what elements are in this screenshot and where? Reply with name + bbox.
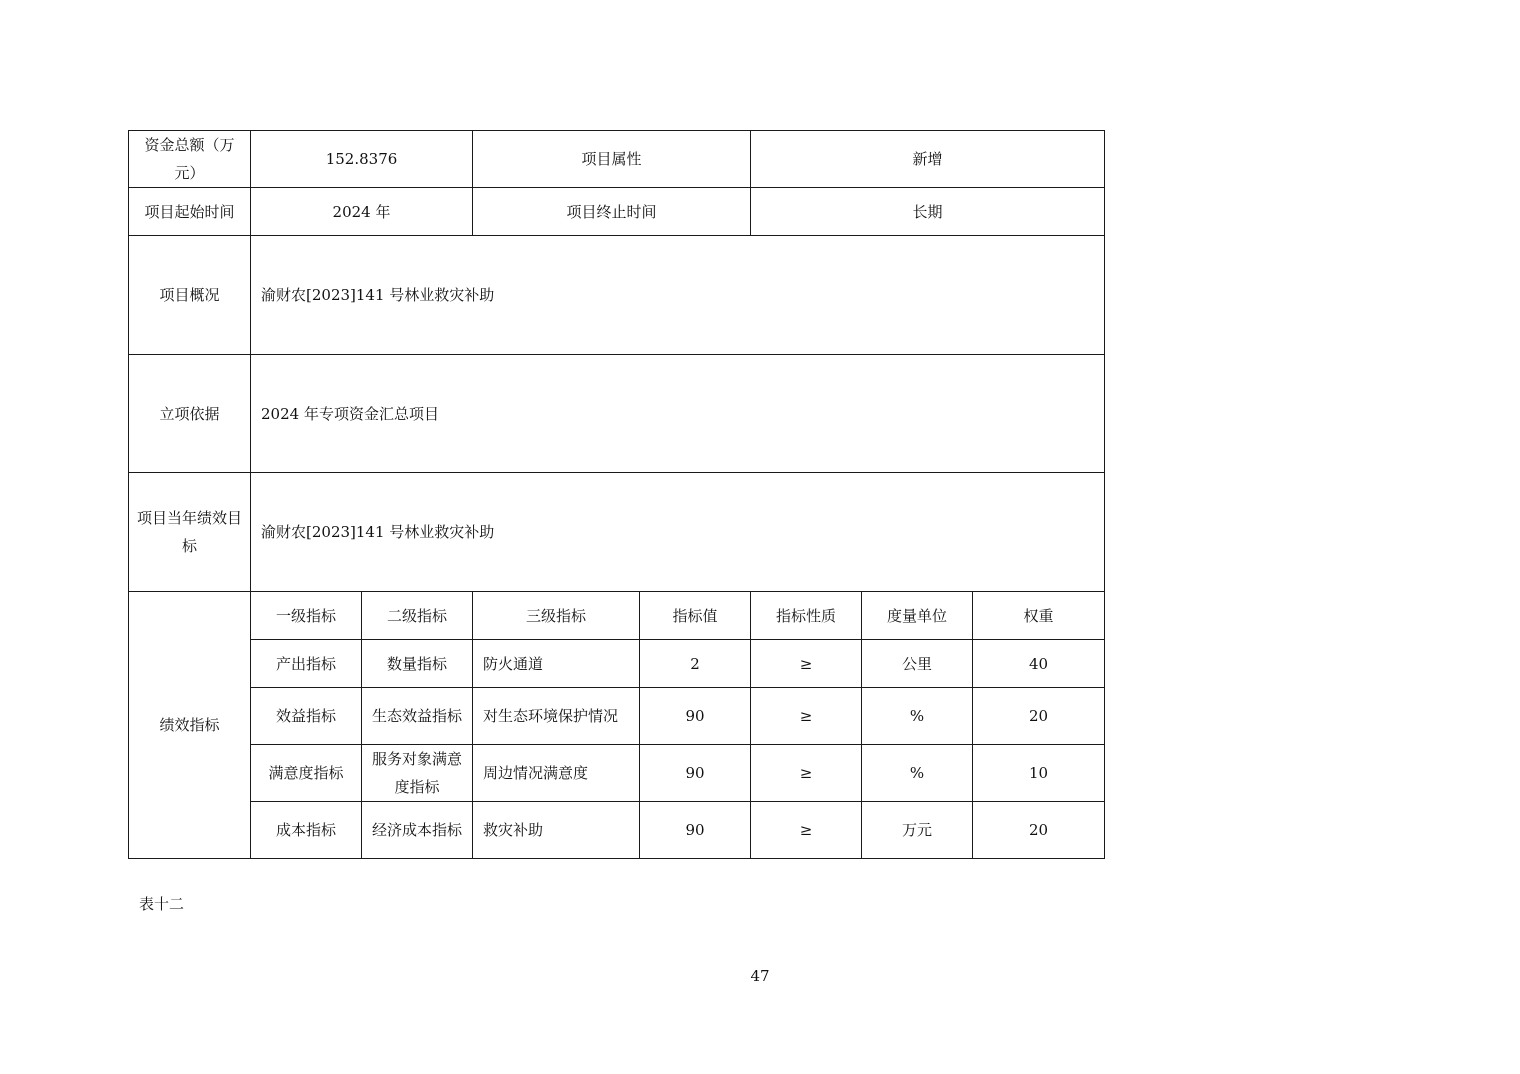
page-number: 47 [750, 967, 770, 985]
indicator-level2: 数量指标 [362, 640, 473, 688]
indicator-nature: ≥ [751, 688, 862, 745]
indicator-level3: 防火通道 [473, 640, 640, 688]
end-time-label: 项目终止时间 [473, 188, 751, 236]
overview-label: 项目概况 [129, 236, 251, 355]
table-row-period [129, 188, 1105, 236]
indicator-weight: 10 [973, 745, 1105, 802]
header-value: 指标值 [640, 592, 751, 640]
indicator-value: 90 [640, 802, 751, 859]
table-row [129, 688, 1105, 745]
indicator-unit: % [862, 688, 973, 745]
table-row-basis [129, 355, 1105, 473]
indicator-level1: 成本指标 [251, 802, 362, 859]
indicator-nature: ≥ [751, 802, 862, 859]
indicator-header-row [129, 592, 1105, 640]
indicator-nature: ≥ [751, 745, 862, 802]
header-weight: 权重 [973, 592, 1105, 640]
table-row [129, 745, 1105, 802]
indicator-weight: 40 [973, 640, 1105, 688]
indicator-level1: 满意度指标 [251, 745, 362, 802]
table-row-funding [129, 131, 1105, 188]
header-nature: 指标性质 [751, 592, 862, 640]
indicator-value: 90 [640, 745, 751, 802]
indicator-level2: 服务对象满意度指标 [362, 745, 473, 802]
header-level2: 二级指标 [362, 592, 473, 640]
indicator-nature: ≥ [751, 640, 862, 688]
header-unit: 度量单位 [862, 592, 973, 640]
indicator-level1: 产出指标 [251, 640, 362, 688]
indicator-weight: 20 [973, 802, 1105, 859]
project-attribute-label: 项目属性 [473, 131, 751, 188]
table-row [129, 640, 1105, 688]
indicator-unit: 公里 [862, 640, 973, 688]
project-attribute-value: 新增 [751, 131, 1105, 188]
indicator-level2: 经济成本指标 [362, 802, 473, 859]
indicator-level3: 周边情况满意度 [473, 745, 640, 802]
indicator-unit: % [862, 745, 973, 802]
table-row [129, 802, 1105, 859]
basis-label: 立项依据 [129, 355, 251, 473]
start-time-label: 项目起始时间 [129, 188, 251, 236]
indicator-unit: 万元 [862, 802, 973, 859]
indicator-level3: 对生态环境保护情况 [473, 688, 640, 745]
total-funds-value: 152.8376 [251, 131, 473, 188]
indicator-weight: 20 [973, 688, 1105, 745]
indicators-label: 绩效指标 [129, 592, 251, 859]
indicator-value: 2 [640, 640, 751, 688]
indicator-level1: 效益指标 [251, 688, 362, 745]
goal-label: 项目当年绩效目标 [129, 473, 251, 592]
table-row-goal [129, 473, 1105, 592]
total-funds-label: 资金总额（万元） [129, 131, 251, 188]
end-time-value: 长期 [751, 188, 1105, 236]
indicator-level3: 救灾补助 [473, 802, 640, 859]
indicator-value: 90 [640, 688, 751, 745]
basis-value: 2024 年专项资金汇总项目 [251, 355, 1105, 473]
overview-value: 渝财农[2023]141 号林业救灾补助 [251, 236, 1105, 355]
table-caption: 表十二 [139, 895, 185, 913]
header-level1: 一级指标 [251, 592, 362, 640]
indicator-level2: 生态效益指标 [362, 688, 473, 745]
table-row-overview [129, 236, 1105, 355]
header-level3: 三级指标 [473, 592, 640, 640]
start-time-value: 2024 年 [251, 188, 473, 236]
goal-value: 渝财农[2023]141 号林业救灾补助 [251, 473, 1105, 592]
project-performance-table [128, 130, 1105, 859]
